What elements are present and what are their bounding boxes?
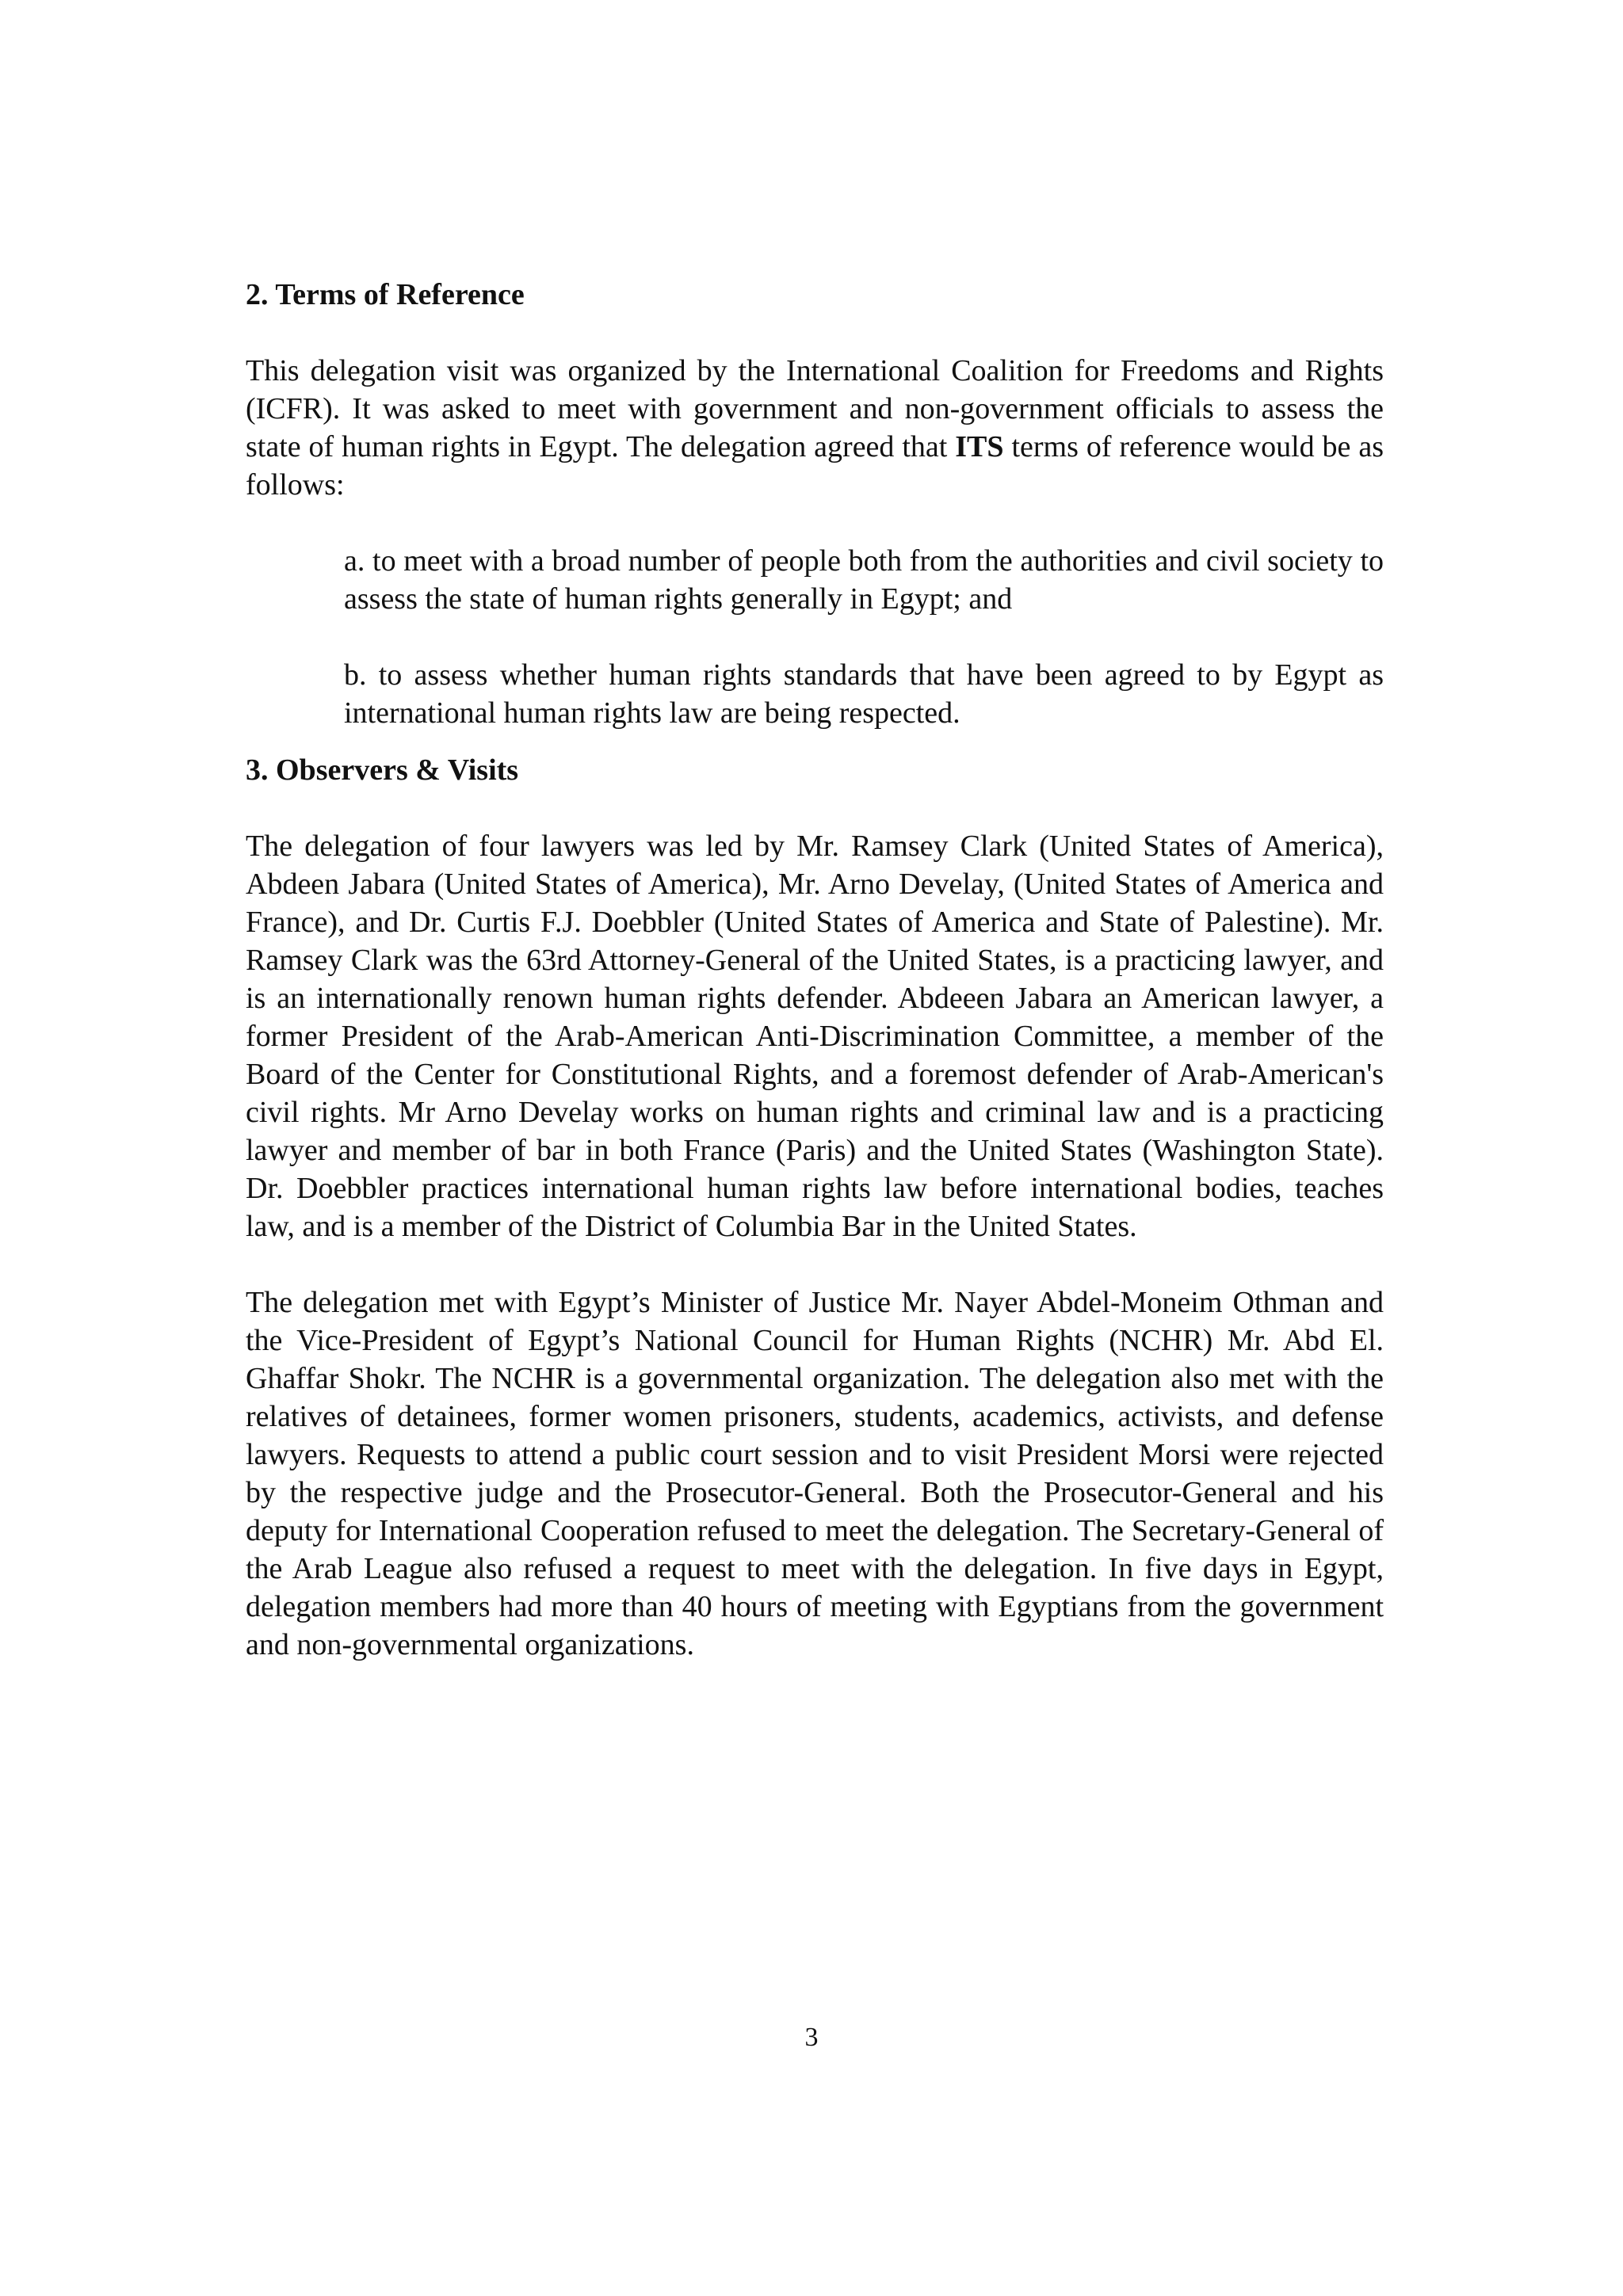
section-3-heading: 3. Observers & Visits bbox=[246, 753, 519, 787]
section-2-heading: 2. Terms of Reference bbox=[246, 278, 525, 311]
terms-item-b: b. to assess whether human rights standards that have been agreed to by Egypt as international human rights law are being respected. bbox=[344, 658, 1384, 730]
page-number: 3 bbox=[804, 2023, 819, 2052]
visits-paragraph: The delegation met with Egypt’s Minister of Justice Mr. Nayer Abdel-Moneim Othman and the Vice-President of Egypt’s National Council for Human Rights (NCHR) Mr. Abd El. Ghaffar Shokr. The NCHR is a governmental organization. The delegation also met with the relatives of detainees, former women prisoners, students, academics, activists, and defense lawyers. Requests to attend a public court session and to visit President Morsi were rejected by the respective judge and the Prosecutor-General. Both the Prosecutor-General and his deputy for International Cooperation refused to meet the delegation. The Secretary-General of the Arab League also refused a request to meet with the delegation. In five days in Egypt, delegation members had more than 40 hours of meeting with Egyptians from the government and non-governmental organizations. bbox=[246, 1286, 1384, 1661]
observers-paragraph: The delegation of four lawyers was led by Mr. Ramsey Clark (United States of America), Abdeen Jabara (United States of America), Mr. Arno Develay, (United States of America and France), and Dr. Curtis F.J. Doebbler (United States of America and State of Palestine). Mr. Ramsey Clark was the 63rd Attorney-General of the United States, is a practicing lawyer, and is an internationally renown human rights defender. Abdeeen Jabara an American lawyer, a former President of the Arab-American Anti-Discrimination Committee, a member of the Board of the Center for Constitutional Rights, and a foremost defender of Arab-American's civil rights. Mr Arno Develay works on human rights and criminal law and is a practicing lawyer and member of bar in both France (Paris) and the United States (Washington State). Dr. Doebbler practices international human rights law before international bodies, teaches law, and is a member of the District of Columbia Bar in the United States. bbox=[246, 830, 1384, 1243]
intro-text-start: This delegation visit was organized by the International Coalition for Freedoms and Rights (ICFR). It was asked to meet with government and non-government officials to assess the state of human rights in Egypt. The delegation agreed that bbox=[246, 354, 1384, 463]
terms-item-a: a. to meet with a broad number of people both from the authorities and civil society to assess the state of human rights generally in Egypt; and bbox=[344, 544, 1384, 616]
intro-bold-its: ITS bbox=[955, 430, 1004, 463]
section-2-intro bbox=[246, 352, 1384, 504]
intro-text-end: terms of reference would be as follows: bbox=[246, 430, 1384, 502]
document-page bbox=[246, 276, 1384, 1664]
